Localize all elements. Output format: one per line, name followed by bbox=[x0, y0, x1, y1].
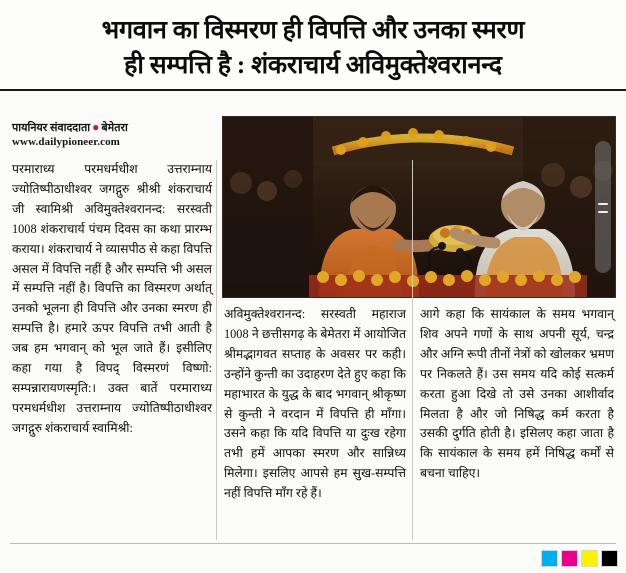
byline bbox=[12, 118, 212, 137]
swatch-black bbox=[601, 550, 618, 567]
cmyk-registration-marks bbox=[541, 550, 618, 567]
headline-line-1: भगवान का विस्मरण ही विपत्ति और उनका स्मरण bbox=[101, 17, 525, 44]
swatch-magenta bbox=[561, 550, 578, 567]
swatch-yellow bbox=[581, 550, 598, 567]
headline-line-2: ही सम्पत्ति है : शंकराचार्य अविमुक्तेश्वरानन्द bbox=[124, 51, 502, 79]
scrollbar-grip-line bbox=[598, 203, 608, 205]
page-title bbox=[10, 14, 616, 83]
bottom-rule bbox=[10, 543, 616, 544]
byline-text: पायनियर संवाददाता bbox=[12, 122, 91, 134]
byline-location: बेमेतरा bbox=[101, 122, 128, 134]
headline-block bbox=[0, 0, 626, 91]
website-url: www.dailypioneer.com bbox=[12, 136, 120, 148]
article-photo bbox=[222, 116, 616, 298]
swatch-cyan bbox=[541, 550, 558, 567]
article-column-3 bbox=[420, 305, 614, 484]
article-paragraph: आगे कहा कि सायंकाल के समय भगवान् शिव अपने गणों के साथ अपनी सूर्य, चन्द्र और अग्नि रूपी तीनों नेत्रों को खोलकर भ्रमण पर निकलते हैं। उस समय यदि कोई सत्कर्म करता हुआ दिखे तो उसे उनका आशीर्वाद मिलता है और जो निषिद्ध कर्म करता है उसकी दुर्गति होती है। इसिलए कहा जाता है कि सायंकाल के समय हमें निषिद्ध कर्मों से बचना चाहिए। bbox=[420, 307, 614, 481]
article-column-2 bbox=[224, 305, 406, 504]
column-divider bbox=[412, 160, 413, 540]
image-scrollbar[interactable] bbox=[595, 141, 611, 273]
article-column-1 bbox=[12, 160, 212, 439]
scrollbar-grip-line bbox=[598, 211, 608, 213]
column-divider bbox=[216, 160, 217, 540]
article-paragraph: अविमुक्तेश्वरानन्द: सरस्वती महाराज 1008 ने छत्तीसगढ़ के बेमेतरा में आयोजित श्रीमद्भागवत सप्ताह के अवसर पर कही। उन्होंने कुन्ती का उदाहरण देते हुए कहा कि महाभारत के युद्ध के बाद भगवान् श्रीकृष्ण से कुन्ती ने वरदान में विपत्ति ही माँगा। उसने कहा कि यदि विपत्ति या दुःख रहेगा तभी हमें आपका स्मरण और सान्निध्य मिलेगा। इसलिए आपसे हम सुख-सम्पत्ति नहीं विपत्ति माँग रहे हैं। bbox=[224, 307, 406, 501]
article-paragraph: परमाराध्य परमधर्मधीश उत्तराम्नाय ज्योतिष्पीठाधीश्वर जगद्गुरु श्रीश्री शंकराचार्य जी स्वामिश्री अविमुक्तेश्वरानन्द: सरस्वती 1008 शंकराचार्य पंचम दिवस का कथा प्रारम्भ कराया। शंकराचार्य ने व्यासपीठ से कहा विपत्ति असल में विपत्ति नहीं है और सम्पत्ति भी असल में सम्पत्ति नहीं है। विपत्ति का विस्मरण अर्थात् उनको भूलना ही विपत्ति और उनका स्मरण ही सम्पत्ति है। हमारे ऊपर विपत्ति तभी आती है जब हम भगवान् को भूल जाते हैं। इसीलिए कहा गया है विपद् विस्मरणं विष्णो: सम्पन्नारायणस्मृति:। उक्त बातें परमाराध्य परमधर्मधीश उत्तराम्नाय ज्योतिष्पीठाधीश्वर जगद्गुरु शंकराचार्य स्वामिश्री: bbox=[12, 162, 212, 435]
bullet-icon: ● bbox=[92, 120, 100, 134]
